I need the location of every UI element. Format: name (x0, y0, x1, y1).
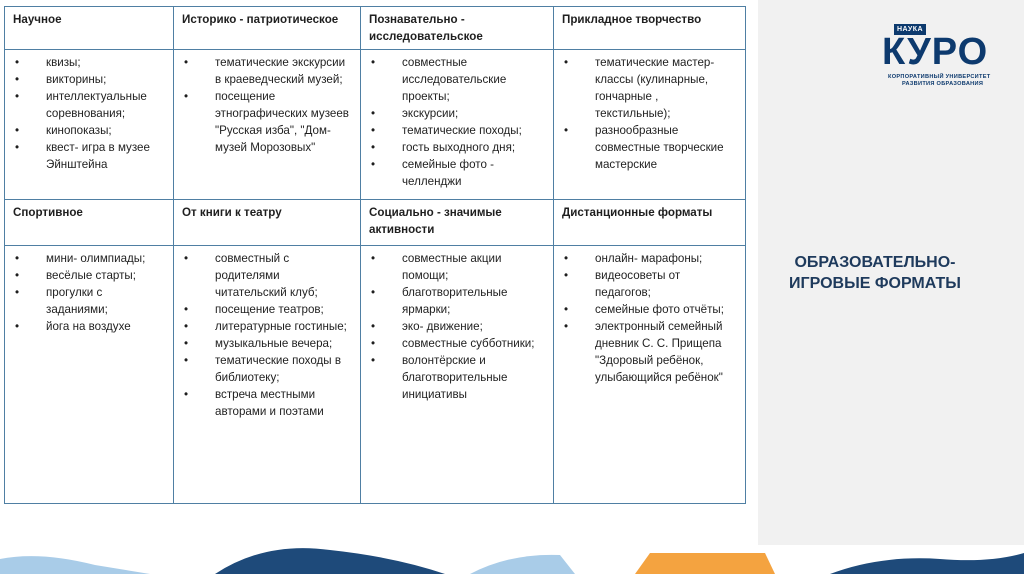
table-cell (174, 50, 361, 200)
list-item: • прогулки с заданиями; (13, 284, 165, 318)
logo-word: КУРО (882, 31, 989, 73)
item-list (369, 250, 545, 403)
header-cell: Дистанционные форматы (554, 200, 746, 246)
logo-subtitle: РАЗВИТИЯ ОБРАЗОВАНИЯ (902, 81, 984, 87)
list-item: • тематические экскурсии в краеведческий музей; (182, 54, 352, 88)
list-item: • совместные исследовательские проекты; (369, 54, 545, 105)
table-cell (554, 246, 746, 504)
table-cell (361, 246, 554, 504)
header-cell: Прикладное творчество (554, 7, 746, 50)
list-item: • тематические походы в библиотеку; (182, 352, 352, 386)
list-item: • йога на воздухе (13, 318, 165, 335)
header-cell: Историко - патриотическое (174, 7, 361, 50)
slide-title (770, 252, 980, 294)
list-item: • онлайн- марафоны; (562, 250, 737, 267)
list-item: • гость выходного дня; (369, 139, 545, 156)
list-item: • квизы; (13, 54, 165, 71)
item-list (182, 54, 352, 156)
list-item: • весёлые старты; (13, 267, 165, 284)
list-item: • видеосоветы от педагогов; (562, 267, 737, 301)
list-item: • совместные субботники; (369, 335, 545, 352)
list-item: • встреча местными авторами и поэтами (182, 386, 352, 420)
list-item: • тематические походы; (369, 122, 545, 139)
slide-title-line: ИГРОВЫЕ ФОРМАТЫ (789, 275, 961, 292)
header-cell: Научное (5, 7, 174, 50)
header-cell: Социально - значимые активности (361, 200, 554, 246)
list-item: • интеллектуальные соревнования; (13, 88, 165, 122)
table-cell (361, 50, 554, 200)
logo-tag: НАУКА (894, 24, 926, 35)
table-row (5, 200, 746, 246)
kuro-logo (882, 24, 1002, 94)
list-item: • литературные гостиные; (182, 318, 352, 335)
list-item: • тематические мастер-классы (кулинарные, гончарные , текстильные); (562, 54, 737, 122)
list-item: • семейные фото отчёты; (562, 301, 737, 318)
list-item: • посещение театров; (182, 301, 352, 318)
header-cell: Спортивное (5, 200, 174, 246)
table-row (5, 246, 746, 504)
band-shape (635, 553, 775, 574)
list-item: • экскурсии; (369, 105, 545, 122)
table-cell (5, 50, 174, 200)
item-list (562, 250, 737, 386)
table-cell (554, 50, 746, 200)
list-item: • музыкальные вечера; (182, 335, 352, 352)
item-list (13, 54, 165, 173)
list-item: • викторины; (13, 71, 165, 88)
formats-table (4, 6, 746, 504)
list-item: • эко- движение; (369, 318, 545, 335)
item-list (13, 250, 165, 335)
table-cell (5, 246, 174, 504)
table-row (5, 7, 746, 50)
item-list (562, 54, 737, 173)
header-cell: От книги к театру (174, 200, 361, 246)
list-item: • совместный с родителями читательский клуб; (182, 250, 352, 301)
item-list (182, 250, 352, 420)
logo-subtitle: КОРПОРАТИВНЫЙ УНИВЕРСИТЕТ (888, 74, 991, 80)
slide-title-line: ОБРАЗОВАТЕЛЬНО- (794, 254, 956, 271)
item-list (369, 54, 545, 190)
list-item: • мини- олимпиады; (13, 250, 165, 267)
header-cell: Познавательно - исследовательское (361, 7, 554, 50)
list-item: • квест- игра в музее Эйнштейна (13, 139, 165, 173)
list-item: • благотворительные ярмарки; (369, 284, 545, 318)
table-cell (174, 246, 361, 504)
table-row (5, 50, 746, 200)
list-item: • кинопоказы; (13, 122, 165, 139)
list-item: • электронный семейный дневник С. С. Прищепа "Здоровый ребёнок, улыбающийся ребёнок" (562, 318, 737, 386)
list-item: • волонтёрские и благотворительные инициативы (369, 352, 545, 403)
list-item: • семейные фото - челленджи (369, 156, 545, 190)
list-item: • совместные акции помощи; (369, 250, 545, 284)
list-item: • разнообразные совместные творческие мастерские (562, 122, 737, 173)
decorative-bottom-band (0, 545, 1024, 574)
list-item: • посещение этнографических музеев "Русская изба", "Дом- музей Морозовых" (182, 88, 352, 156)
bottom-band-shapes (0, 545, 1024, 574)
